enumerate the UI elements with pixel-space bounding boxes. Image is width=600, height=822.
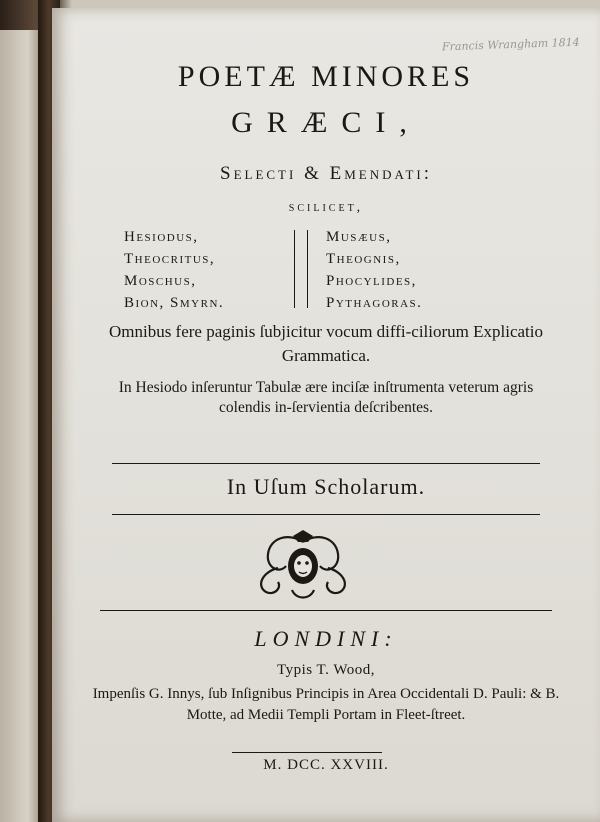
- author-name: Pythagoras.: [326, 295, 423, 311]
- author-name: Theocritus,: [124, 251, 216, 267]
- title-page: [52, 8, 600, 822]
- place-of-publication: LONDINI:: [254, 626, 398, 651]
- divider-rule: [112, 463, 540, 464]
- hesiod-note-paragraph: In Hesiodo inſeruntur Tabulæ ære inciſæ inſtrumenta veterum agris colendis in-ſervientia deſcribentes.: [118, 379, 534, 416]
- usum-scholarum: In Uſum Scholarum.: [226, 474, 426, 499]
- scilicet-label: scilicet,: [288, 200, 364, 215]
- printer-line: Typis T. Wood,: [276, 662, 376, 678]
- authors-right-column: [326, 226, 422, 314]
- author-name: Theognis,: [326, 251, 401, 267]
- divider-rule: [232, 752, 382, 753]
- author-name: Moschus,: [124, 273, 197, 289]
- handwritten-signature: Francis Wrangham 1814: [442, 35, 581, 54]
- description-paragraph: Omnibus fere paginis ſubjicitur vocum diffi-ciliorum Explicatio Grammatica.: [108, 322, 544, 365]
- column-divider: [294, 230, 308, 308]
- authors-left-column: [124, 226, 224, 314]
- author-name: Musæus,: [326, 229, 392, 245]
- printers-ornament-icon: [248, 528, 358, 604]
- imprint-paragraph: Impenſis G. Innys, ſub Inſignibus Principis in Area Occidentali D. Pauli: & B. Motte, ad Medii Templi Portam in Fleet-ſtreet.: [92, 686, 560, 723]
- title-line-1: POETÆ MINORES: [177, 60, 475, 93]
- author-name: Bion, Smyrn.: [124, 295, 225, 311]
- author-name: Phocylides,: [326, 273, 417, 289]
- subtitle: Selecti & Emendati:: [220, 163, 432, 184]
- title-line-2: GRÆCI,: [231, 106, 421, 139]
- divider-rule: [112, 514, 540, 515]
- divider-rule: [100, 610, 552, 611]
- publication-date: M. DCC. XXVIII.: [263, 757, 389, 773]
- author-name: Hesiodus,: [124, 229, 199, 245]
